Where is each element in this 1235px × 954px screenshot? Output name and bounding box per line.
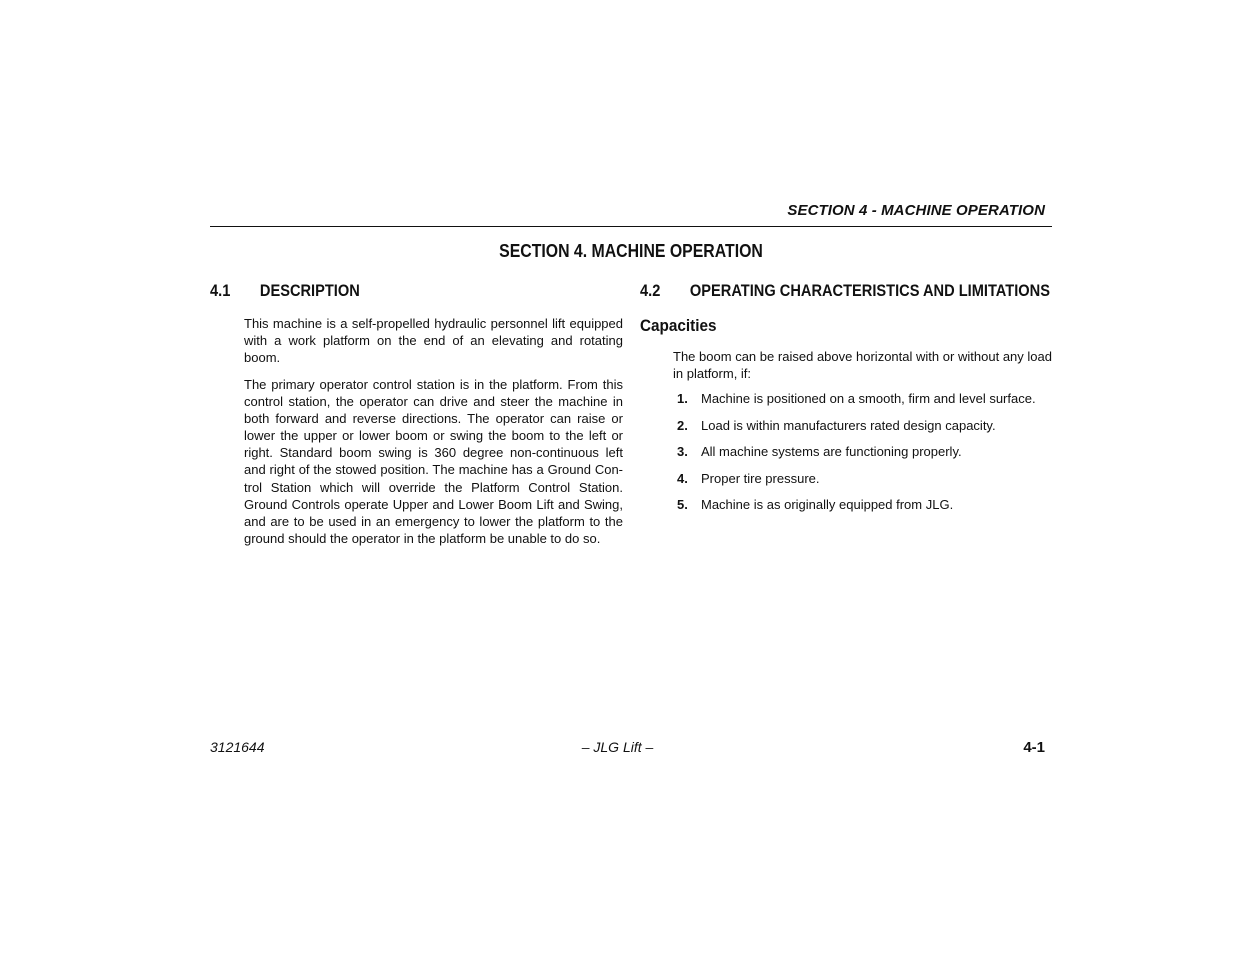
footer-publisher: – JLG Lift –: [581, 739, 654, 755]
description-paragraph-2: The primary operator control station is in the platform. From this control station, the operator can drive and steer the machine in both forward and reverse directions. The operator can raise or lower the upper or lower boom or swing the boom to the left or right. Standard boom swing is 360 degree non-continuous left and right of the stowed position. The machine has a Ground Con-trol Station which will override the Platform Control Station. Ground Controls operate Upper and Lower Boom Lift and Swing, and are to be used in an emergency to lower the platform to the ground should the operator in the platform be unable to do so.: [244, 377, 623, 546]
header-rule: [210, 226, 1052, 227]
list-item: [677, 417, 1036, 444]
running-header: SECTION 4 - MACHINE OPERATION: [787, 202, 1045, 219]
list-item-number: 4.: [677, 470, 688, 486]
list-item-text: Load is within manufacturers rated design capacity.: [701, 417, 996, 433]
list-item-text: All machine systems are functioning properly.: [701, 444, 962, 459]
footer-doc-number: 3121644: [210, 739, 265, 755]
list-item-text: Proper tire pressure.: [701, 470, 820, 486]
list-item-number: 3.: [677, 444, 688, 459]
description-paragraph-1: This machine is a self-propelled hydraulic personnel lift equipped with a work platform on the end of an elevating and rotating boom.: [244, 316, 623, 366]
list-item-text: Machine is positioned on a smooth, firm and level surface.: [701, 391, 1036, 406]
list-item: [677, 443, 1036, 470]
capacities-intro: The boom can be raised above horizontal with or without any load in platform, if:: [673, 349, 1052, 382]
footer-page-number: 4-1: [1023, 739, 1045, 756]
list-item-number: 1.: [677, 391, 688, 406]
heading-text: DESCRIPTION: [259, 281, 360, 300]
list-item: [677, 390, 1036, 417]
heading-operating-characteristics: [640, 281, 1050, 301]
heading-text: OPERATING CHARACTERISTICS AND LIMITATIONS: [689, 281, 1050, 300]
heading-number: 4.1: [210, 281, 231, 300]
list-item-text: Machine is as originally equipped from JLG.: [701, 497, 954, 512]
capacities-list: [677, 390, 1036, 523]
list-item-number: 2.: [677, 417, 688, 433]
list-item: [677, 470, 1036, 497]
heading-description: [210, 281, 360, 301]
heading-number: 4.2: [640, 281, 661, 300]
list-item-number: 5.: [677, 497, 688, 512]
list-item: [677, 496, 1036, 523]
subheading-capacities: Capacities: [640, 316, 717, 335]
page-title: SECTION 4. MACHINE OPERATION: [499, 241, 763, 261]
